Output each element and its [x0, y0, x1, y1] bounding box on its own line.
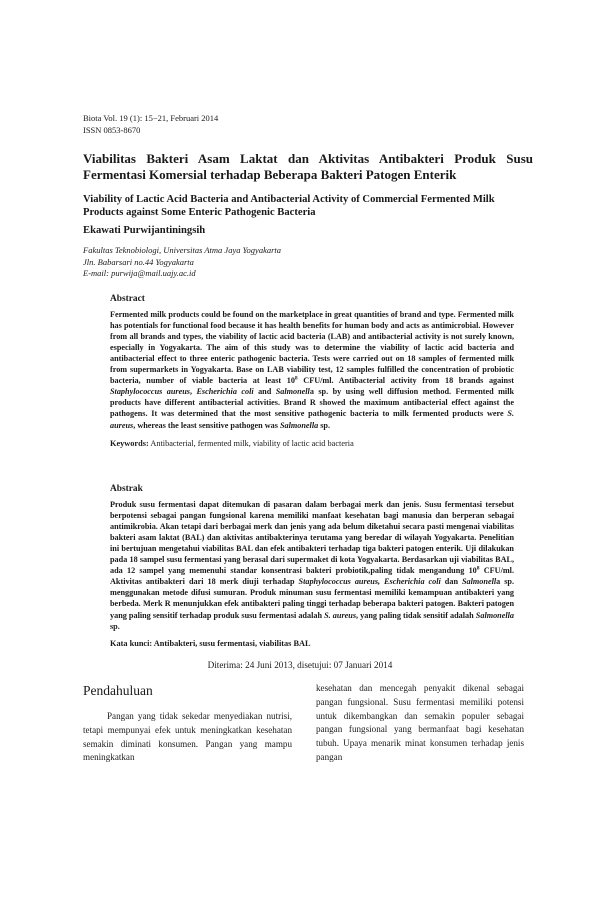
affiliation-line-2: Jln. Babarsari no.44 Yogyakarta	[83, 256, 194, 267]
intro-right-column: kesehatan dan mencegah penyakit dikenal sebagai pangan fungsional. Susu fermentasi memiliki potensi untuk dikembangkan dan semakin populer sebagai pangan fungsional yang bermanfaat bagi kesehatan tubuh. Upaya menarik minat konsumen terhadap jenis pangan	[316, 683, 524, 762]
abstract-body: Fermented milk products could be found on the marketplace in great quantities of brand and type. Fermented milk has potentials for functional food because it has health benefits for human body and acts as antimicrobial. However from all brands and types, the viability of lactic acid bacteria (LAB) and antibacterial activity is not surely known, especially in Yogyakarta. The aim of this study was to determine the viability of lactic acid bacteria and antibacterial effect to three enteric pathogenic bacteria. Tests were carried out on 18 samples of fermented milk from supermarkets in Yogyakarta. Base on LAB viability test, 12 samples fulfilled the concentration of probiotic bacteria, number of viable bacteria at least $10^8$ CFU/ml. Antibacterial activity from 18 brands against Staphylococcus aureus, Escherichia coli and Salmonella sp. by using well diffusion method. Fermented milk products have different antibacterial activities. Brand R showed the maximum antibacterial effect against the pathogens. It was determined that the most sensitive pathogenic bacteria to milk fermented products were S. aureus, whereas the least sensitive pathogen was Salmonella sp.	[110, 310, 515, 430]
author-name: Ekawati Purwijantiningsih	[83, 225, 206, 236]
abstrak-heading: Abstrak	[110, 484, 143, 494]
received-dates: Diterima: 24 Juni 2013, disetujui: 07 Januari 2014	[207, 660, 393, 670]
intro-left-column: Pangan yang tidak sekedar menyediakan nutrisi, tetapi mempunyai efek untuk meningkatkan kesehatan semakin diminati konsumen. Pangan yang mampu meningkatkan	[83, 711, 292, 763]
title-indonesian: Viabilitas Bakteri Asam Laktat dan Aktivitas Antibakteri Produk Susu Fermentasi Komersial terhadap Beberapa Bakteri Patogen Enterik	[83, 151, 533, 182]
journal-issn: ISSN 0853-8670	[83, 125, 141, 135]
journal-citation: Biota Vol. 19 (1): 15−21, Februari 2014	[83, 113, 219, 123]
affiliation-email: E-mail: purwija@mail.uajy.ac.id	[83, 268, 196, 279]
abstract-heading: Abstract	[110, 294, 145, 304]
affiliation-line-1: Fakultas Teknobiologi, Universitas Atma Jaya Yogyakarta	[83, 245, 282, 255]
journal-header	[83, 112, 218, 136]
abstrak-body: Produk susu fermentasi dapat ditemukan di pasaran dalam berbagai merk dan jenis. Susu fermentasi tersebut berpotensi sebagai pangan fungsional karena memiliki manfaat kesehatan bagi manusia dan berperan sebagai antimikrobia. Akan tetapi dari berbagai merk dan jenis yang ada belum diketahui secara pasti mengenai viabilitas bakteri asam laktat (BAL) dan aktivitas antibakterinya terutama yang beredar di wilayah Yogyakarta. Penelitian ini bertujuan mengetahui viabilitas BAL dan efek antibakteri terhadap tiga bakteri patogen enterik. Uji dilakukan pada 18 sampel susu fermentasi yang berasal dari supermaket di kota Yogyakarta. Berdasarkan uji viabilitas BAL, ada 12 sampel yang memenuhi standar konsentrasi bakteri probiotik,paling tidak mengandung $10^8$ CFU/ml. Aktivitas antibakteri dari 18 merk diuji terhadap Staphylococcus aureus, Escherichia coli dan Salmonella sp. menggunakan metode difusi sumuran. Produk minuman susu fermentasi memiliki kemampuan antibakteri yang berbeda. Merk R menunjukkan efek antibakteri paling tinggi terhadap beberapa bakteri patogen. Bakteri patogen yang paling sensitif terhadap produk susu fermentasi adalah S. aureus, yang paling tidak sensitif adalah Salmonella sp.	[110, 500, 515, 631]
affiliation	[83, 245, 281, 280]
keywords: Keywords: Antibacterial, fermented milk, viability of lactic acid bacteria	[110, 438, 354, 448]
title-english: Viability of Lactic Acid Bacteria and Antibacterial Activity of Commercial Fermented Milk Products against Some Enteric Pathogenic Bacteria	[83, 194, 495, 219]
abstract-english	[110, 294, 514, 449]
section-heading-introduction: Pendahuluan	[83, 683, 153, 698]
abstract-indonesian	[110, 484, 514, 649]
kata-kunci: Kata kunci: Antibakteri, susu fermentasi, viabilitas BAL	[110, 638, 311, 648]
